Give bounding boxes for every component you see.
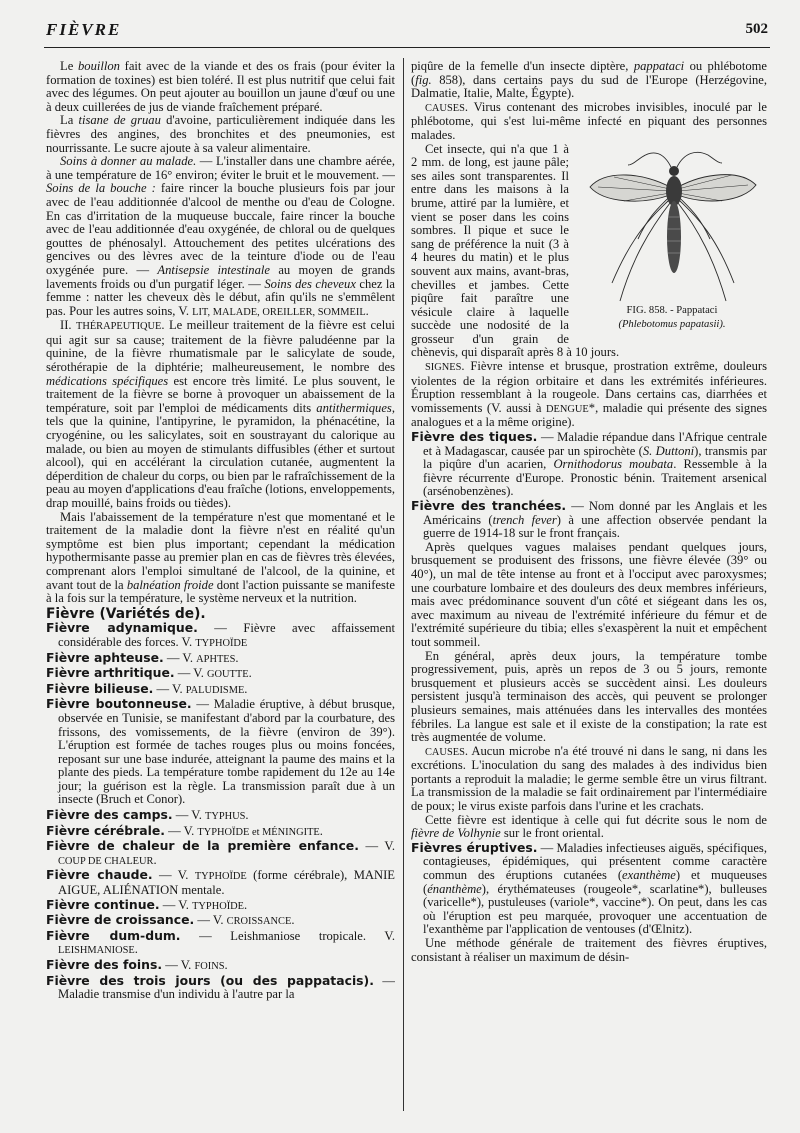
paragraph-insecte: Cet insecte, qui n'a que 1 à 2 mm. de long, est jaune pâle; ses ailes sont transparentes. Il entre dans les maisons à la brume, attiré par la lumière, et vient se poser dans les coins sombres. Il pique et suce le sang de préférence la nuit (3 à 4 heures du matin) et le plus souvent aux mains, avant-bras, chevilles et jambes. Cette piqûre fait paraître une vésicule claire à laquelle succède une nodosité de la grosseur d'un grain de chènevis, qui disparaît après 8 à 10 jours. (411, 141, 620, 360)
figure-pappataci (577, 143, 767, 331)
paragraph-piqure: piqûre de la femelle d'un insecte diptère, pappataci ou phlébotome (fig. 858), dans certains pays du sud de l'Europe (Herzégovine, Dalmatie, Italie, Malte, Égypte). (411, 60, 767, 101)
entry-item: Fièvre des camps. — V. TYPHUS. (46, 807, 249, 823)
paragraph-soins: Soins à donner au malade. — L'installer dans une chambre aérée, à une température de 16° environ; éviter le bruit et le mouvement. — Soins de la bouche : faire rincer la bouche plusieurs fois par jour avec de l'eau additionnée d'alcool de menthe ou d'eau de Cologne. En cas d'irritation de la muqueuse buccale, faire rincer la bouche avec de l'eau additionnée d'eau oxygénée, de chloral ou de quelques gouttes de phénosalyl. Attouchement des petites ulcérations des gencives ou des lèvres avec de la teinture d'iode ou de l'eau oxygénée pure. — Antisepsie intestinale au moyen de grands lavements froids ou d'un purgatif léger. — Soins des cheveux chez la femme : natter les cheveux dès le début, afin qu'ils ne s'emmêlent pas. Pour les autres soins, V. LIT, MALADE, OREILLER, SOMMEIL. (46, 154, 395, 318)
entry-item: Fièvre adynamique. — Fièvre avec affaissement considérable des forces. V. TYPHOÏDE (46, 620, 395, 649)
left-column (46, 60, 395, 1120)
running-head-title: FIÈVRE (46, 20, 122, 39)
entry-item: Fièvre bilieuse. — V. PALUDISME. (46, 680, 248, 696)
figure-caption-label: FIG. 858. - Pappataci (626, 304, 718, 316)
paragraph-volhynie: Cette fièvre est identique à celle qui fut décrite sous le nom de fièvre de Volhynie sur le front oriental. (411, 812, 767, 841)
entry-item: Fièvre dum-dum. — Leishmaniose tropicale. V. LEISHMANIOSE. (46, 927, 395, 957)
entry-fievres-eruptives: Fièvres éruptives. — Maladies infectieuses aiguës, spécifiques, contagieuses, épidémiques, qui présentent comme caractère commun des éruptions cutanées (exanthème) et muqueuses (énanthème), érythémateuses (rougeole*, scarlatine*), bulleuses (varicelle*), pustuleuses (variole*, vaccine*). On peut, dans les cas où l'éruption est peu marquée, provoquer une accentuation de l'exanthème par l'application de ventouses (d'Œlnitz). (411, 839, 767, 937)
paragraph-abaissement: Mais l'abaissement de la température n'est que momentané et le traitement de la maladie dont la fièvre n'est en réalité qu'un symptôme est bien plus important; cependant la médication hypothermisante passe au premier plan en cas de fièvres très élevées, comprenant alors l'emploi simultané de l'alcool, de la quinine, et avant tout de la balnéation froide dont l'action puissante se manifeste à la fois sur la température, le système nerveux et la nutrition. (46, 509, 395, 606)
entry-fievre-tiques: Fièvre des tiques. — Maladie répandue dans l'Afrique centrale et à Madagascar, causée par un spirochète (S. Duttoni), transmis par la piqûre d'un acarien, Ornithodorus moubata. Ressemble à la fièvre récurrente d'Europe. Pronostic bénin. Traitement arsenical (arsénobenzènes). (411, 429, 767, 499)
entry-item: Fièvre de croissance. — V. CROISSANCE. (46, 912, 295, 928)
paragraph-tisane: La tisane de gruau d'avoine, particulièrement indiquée dans les fièvres des angines, des bronchites et des pneumonies, est nourrissante. Le sucre ajoute à sa valeur alimentaire. (46, 113, 395, 155)
variety-entries (46, 621, 395, 1002)
paragraph-methode: Une méthode générale de traitement des fièvres éruptives, consistant à réaliser un maximum de désin- (411, 936, 767, 964)
entry-fievre-tranchees: Fièvre des tranchées. — Nom donné par les Anglais et les Américains (trench fever) à une affection observée pendant la guerre de 1914-18 sur le front français. (411, 498, 767, 541)
entry-item: Fièvre de chaleur de la première enfance. — V. COUP DE CHALEUR. (46, 838, 395, 867)
paragraph-signes: SIGNES. Fièvre intense et brusque, prostration extrême, douleurs violentes de la région orbitaire et dans les extrémités inférieures. Éruption ressemblant à la rougeole. Dans certains cas, diarrhées et vomissements (V. aussi à DENGUE*, maladie qui présente des signes analogues et a la même origine). (411, 359, 767, 430)
entry-item: Fièvre arthritique. — V. GOUTTE. (46, 665, 252, 681)
entry-item: Fièvre des foins. — V. FOINS. (46, 957, 228, 972)
paragraph-apres: Après quelques vagues malaises pendant quelques jours, brusquement se produisent des frissons, une fièvre élevée (39° ou 40°), un mal de tête intense au front et à l'occiput avec paroxysmes; une courbature lombaire et des douleurs des deux membres inférieurs, mais avec prédominance souvent d'un côté et siégeant dans les os, avec maximum au niveau de l'extrémité inférieure du fémur et de l'extrémité supérieure du tibia; elles s'exaspèrent la nuit et empêchent tout sommeil. (411, 539, 767, 649)
paragraph-causes-microbe: CAUSES. Aucun microbe n'a été trouvé ni dans le sang, ni dans les excrétions. L'inoculation du sang des malades à des individus bien portants a reproduit la maladie; le germe semble être un virus filtrant. La transmission de la maladie se fait ordinairement par l'intermédiaire de poux; le virus existe parfois dans l'urine et les crachats. (411, 743, 767, 814)
entry-item: Fièvre boutonneuse. — Maladie éruptive, à début brusque, observée en Tunisie, se manifestant d'abord par la courbature, des frissons, des vomissements, de la fièvre (environ de 39°). L'éruption est formée de taches rouges plus ou moins foncées, reposant sur une base indurée, atteignant la paume des mains et la plante des pieds. La température tombe rapidement du 12e au 14e jour; la guérison est la règle. La transmission paraît due à un insecte (Bruch et Conor). (46, 696, 395, 807)
entry-item: Fièvre des trois jours (ou des pappatacis). — Maladie transmise d'un individu à l'autre par la (46, 972, 395, 1002)
section-heading-varietes: Fièvre (Variétés de). (46, 605, 206, 622)
entry-item: Fièvre chaude. — V. TYPHOÏDE (forme cérébrale), MANIE AIGUE, ALIÉNATION mentale. (46, 867, 395, 898)
right-column (411, 60, 767, 1120)
pappataci-insect-illustration (584, 143, 760, 303)
paragraph-general: En général, après deux jours, la température tombe progressivement, puis, après un repos de 3 ou 5 jours, remonte brusquement et plusieurs accès se succèdent ainsi. Les douleurs persistent jusqu'à terminaison des accès, qui peuvent se prolonger plusieurs semaines, mais atténuées dans les intervalles des montées fébriles. La langue est sale et il existe de la constipation; la rate est très augmentée de volume. (411, 648, 767, 745)
paragraph-causes-virus: CAUSES. Virus contenant des microbes invisibles, inoculé par le phlébotome, qui s'est lui-même infecté en piquant des personnes malades. (411, 99, 767, 142)
paragraph-bouillon: Le bouillon fait avec de la viande et des os frais (pour éviter la formation de toxines) est bien toléré. Il est plus nutritif que celui fait avec des légumes. On peut ajouter au bouillon un jaune d'œuf ou une à deux cuillerées de jus de viande fraîchement préparé. (46, 60, 395, 114)
entry-item: Fièvre aphteuse. — V. APHTES. (46, 649, 239, 665)
entry-item: Fièvre continue. — V. TYPHOÏDE. (46, 896, 248, 912)
entry-item: Fièvre cérébrale. — V. TYPHOÏDE et MÉNINGITE. (46, 822, 323, 838)
paragraph-therapeutique: II. THÉRAPEUTIQUE. Le meilleur traitement de la fièvre est celui qui agit sur sa cause; traitement de la fièvre paludéenne par la quinine, de la fièvre rhumatismale par le salicylate de soude, sérothérapie de la diphtérie; malheureusement, le nombre des médications spécifiques est encore très limité. Le plus souvent, le traitement de la fièvre se borne à provoquer un abaissement de la température, soit par l'emploi de médicaments dits antithermiques, tels que la quinine, l'antipyrine, le pyramidon, la phénacétine, la cryogénine, ou les salicylates, soit en soustrayant du calorique au malade, ou bien au moyen de stimulants diffusibles (éther et surtout alcool), qui en accélérant la circulation cutanée, augmentent la déperdition de chaleur du corps, ou bien par le rafraîchissement de la peau au moyen d'applications d'eau fraîche (lotions, enveloppements, drap mouillé, bains froids ou tièdes). (46, 318, 395, 510)
figure-caption-species: (Phlebotomus papatasii). (618, 318, 726, 330)
header-rule (44, 47, 770, 48)
column-divider (403, 58, 404, 1111)
page-number: 502 (745, 21, 768, 37)
